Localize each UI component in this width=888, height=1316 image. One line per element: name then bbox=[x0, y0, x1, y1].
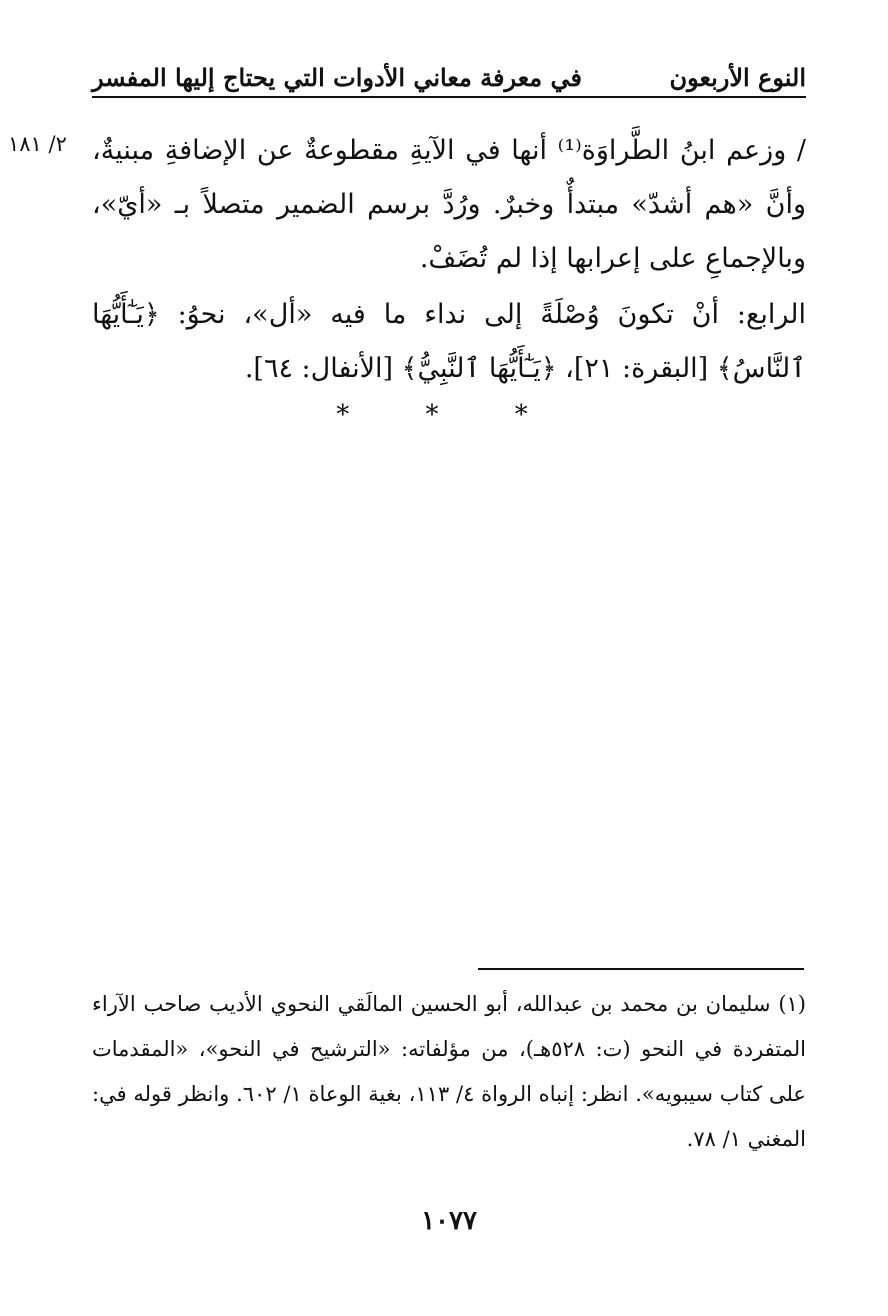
section-title: في معرفة معاني الأدوات التي يحتاج إليها المفسر bbox=[92, 63, 582, 92]
main-text bbox=[92, 124, 806, 396]
footnote-rule bbox=[478, 968, 804, 970]
paragraph: / وزعم ابنُ الطَّراوَة⁽¹⁾ أنها في الآيةِ مقطوعةٌ عن الإضافةِ مبنيةٌ، وأنَّ «هم أشدّ» مبتدأٌ وخبرٌ. ورُدَّ برسم الضمير متصلاً بـ «أيّ»، وبالإجماعِ على إعرابها إذا لم تُضَفْ. bbox=[92, 135, 806, 274]
footnote: (١) سليمان بن محمد بن عبدالله، أبو الحسين المالَقي النحوي الأديب صاحب الآراء المتفردة في النحو (ت: ٥٢٨هـ)، من مؤلفاته: «الترشيح في النحو»، «المقدمات على كتاب سيبويه». انظر: إنباه الرواة ٤/ ١١٣، بغية الوعاة ١/ ٦٠٢. وانظر قوله في: المغني ١/ ٧٨. bbox=[92, 992, 806, 1151]
page-number: ١٠٧٧ bbox=[421, 1206, 477, 1236]
chapter-title: النوع الأربعون bbox=[669, 63, 806, 92]
header-rule bbox=[92, 96, 806, 98]
section-separator: * * * bbox=[336, 400, 562, 430]
margin-reference: ٢/ ١٨١ bbox=[8, 132, 67, 156]
running-header bbox=[92, 52, 806, 92]
paragraph: الرابع: أنْ تكونَ وُصْلَةً إلى نداء ما فيه «أل»، نحوُ: ﴿يَـٰٓأَيُّهَا ٱلنَّاسُ﴾ [البقرة: ٢١]، ﴿يَـٰٓأَيُّهَا ٱلنَّبِيُّ﴾ [الأنفال: ٦٤]. bbox=[92, 299, 806, 384]
footnotes bbox=[92, 982, 806, 1162]
